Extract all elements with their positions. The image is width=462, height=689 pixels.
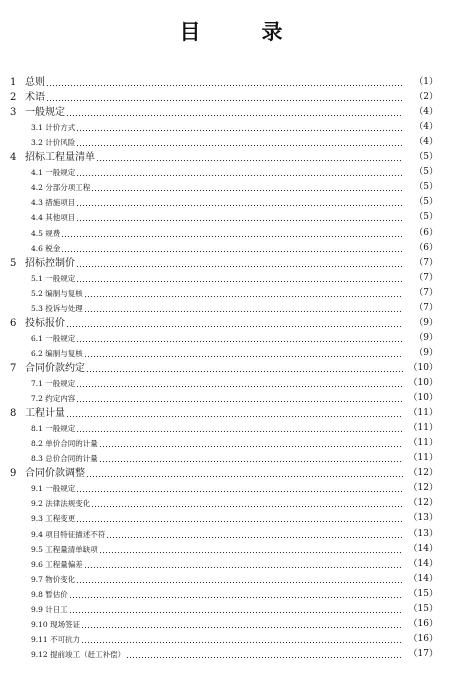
toc-entry-title: 9.1 一般规定 (31, 484, 76, 494)
toc-leader-dots (76, 271, 403, 286)
toc-page-number: （2） (414, 92, 438, 103)
toc-leader-dots (61, 241, 403, 256)
toc-leader-dots (86, 466, 403, 481)
toc-section-row[interactable] (0, 602, 462, 617)
toc-page-number: （7） (414, 287, 438, 298)
toc-page-number: （5） (414, 197, 438, 208)
toc-leader-dots (66, 105, 403, 120)
toc-leader-dots (46, 90, 403, 105)
toc-entry-title: 9.12 提前竣工（赶工补偿） (31, 649, 126, 659)
toc-leader-dots (81, 617, 403, 632)
toc-chapter-row[interactable] (0, 75, 462, 90)
toc-leader-dots (61, 226, 403, 241)
toc-page-number: （4） (414, 122, 438, 133)
toc-entry-title: 术语 (25, 92, 45, 104)
toc-entry (25, 406, 404, 421)
toc-section-row[interactable] (0, 210, 462, 225)
toc-section-row[interactable] (0, 481, 462, 496)
toc-entry-title: 5.3 投诉与处理 (31, 303, 83, 313)
toc-entry-title: 合同价款调整 (25, 468, 85, 480)
toc-section-row[interactable] (0, 542, 462, 557)
toc-section-row[interactable] (0, 421, 462, 436)
toc-entry (31, 165, 404, 180)
toc-entry (25, 90, 404, 105)
toc-entry (25, 150, 404, 165)
toc-section-row[interactable] (0, 436, 462, 451)
toc-section-row[interactable] (0, 632, 462, 647)
toc-section-row[interactable] (0, 587, 462, 602)
toc-entry-title: 7.1 一般规定 (31, 379, 76, 388)
toc-entry (31, 572, 404, 587)
toc-page-number: （10） (408, 362, 438, 373)
toc-section-row[interactable] (0, 617, 462, 632)
toc-chapter-row[interactable] (0, 150, 462, 165)
toc-page-number: （11） (408, 423, 438, 434)
toc-page-number: （13） (408, 513, 438, 524)
toc-section-row[interactable] (0, 165, 462, 180)
toc-leader-dots (126, 647, 403, 662)
toc-leader-dots (76, 256, 403, 271)
toc-section-row[interactable] (0, 572, 462, 587)
toc-entry (31, 135, 404, 150)
toc-entry-title: 9.5 工程量清单缺项 (31, 544, 98, 554)
toc-chapter-number: 6 (10, 317, 17, 329)
page-title: 目 录 (179, 20, 303, 44)
toc-leader-dots (84, 346, 403, 361)
toc-page-number: （15） (408, 588, 438, 599)
toc-entry-title: 4.3 措施项目 (31, 198, 76, 208)
toc-section-row[interactable] (0, 451, 462, 466)
toc-entry-title: 4.6 税金 (31, 243, 61, 253)
toc-chapter-number: 3 (10, 107, 17, 119)
toc-page-number: （9） (414, 347, 438, 358)
toc-leader-dots (84, 286, 403, 301)
toc-entry-title: 4.1 一般规定 (31, 168, 76, 178)
toc-entry (31, 557, 404, 572)
toc-entry-title: 9.10 现场签证 (31, 619, 81, 629)
toc-leader-dots (69, 602, 403, 617)
toc-leader-dots (91, 496, 403, 511)
toc-leader-dots (84, 301, 403, 316)
toc-section-row[interactable] (0, 195, 462, 210)
toc-entry (31, 331, 404, 346)
toc-page-number: （11） (408, 438, 438, 449)
toc-entry (31, 180, 404, 195)
toc-leader-dots (76, 481, 403, 496)
toc-leader-dots (99, 542, 403, 557)
toc-page-number: （6） (414, 227, 438, 238)
toc-page-number: （5） (414, 182, 438, 193)
toc-section-row[interactable] (0, 511, 462, 526)
toc-chapter-row[interactable] (0, 90, 462, 105)
toc-entry-title: 9.4 项目特征描述不符 (31, 529, 106, 539)
toc-section-row[interactable] (0, 557, 462, 572)
toc-page-number: （5） (414, 167, 438, 178)
toc-chapter-number: 9 (10, 468, 17, 480)
toc-chapter-row[interactable] (0, 466, 462, 481)
toc-leader-dots (96, 150, 403, 165)
toc-entry-title: 9.8 暂估价 (31, 589, 68, 599)
toc-entry (25, 361, 404, 376)
toc-entry (31, 421, 404, 436)
toc-leader-dots (91, 180, 403, 195)
toc-entry (31, 647, 404, 662)
toc-entry-title: 9.11 不可抗力 (31, 634, 81, 644)
toc-page-number: （12） (408, 468, 438, 479)
toc-leader-dots (66, 316, 403, 331)
toc-leader-dots (46, 75, 403, 90)
toc-entry (31, 511, 404, 526)
toc-entry (31, 391, 404, 406)
toc-entry (31, 587, 404, 602)
toc-chapter-number: 5 (10, 257, 17, 269)
toc-entry (31, 286, 404, 301)
toc-leader-dots (106, 527, 403, 542)
toc-entry (25, 466, 404, 481)
toc-entry (31, 301, 404, 316)
toc-chapter-row[interactable] (0, 105, 462, 120)
toc-entry-title: 9.7 物价变化 (31, 574, 76, 584)
toc-page-number: （7） (414, 257, 438, 268)
toc-page-number: （13） (408, 528, 438, 539)
toc-chapter-number: 1 (10, 77, 17, 88)
toc-entry-title: 一般规定 (25, 107, 65, 119)
toc-page-number: （14） (408, 558, 438, 569)
toc-entry-title: 9.2 法律法规变化 (31, 499, 91, 509)
toc-page-number: （9） (414, 317, 438, 328)
toc-entry-title: 9.9 计日工 (31, 604, 68, 614)
toc-entry-title: 工程计量 (25, 408, 65, 420)
toc-page-number: （16） (408, 633, 438, 644)
toc-entry-title: 8.3 总价合同的计量 (31, 454, 98, 464)
toc-section-row[interactable] (0, 271, 462, 286)
toc-section-row[interactable] (0, 346, 462, 361)
toc-page-number: （11） (408, 408, 438, 419)
toc-entry-title: 5.1 一般规定 (31, 273, 76, 283)
toc-section-row[interactable] (0, 226, 462, 241)
toc-chapter-number: 8 (10, 408, 17, 420)
toc-entry (25, 105, 404, 120)
toc-leader-dots (84, 557, 403, 572)
toc-entry-title: 4.5 规费 (31, 228, 61, 238)
toc-entry (31, 527, 404, 542)
toc-page-number: （14） (408, 573, 438, 584)
toc-entry (31, 241, 404, 256)
toc-page-number: （14） (408, 543, 438, 554)
toc-entry (31, 542, 404, 557)
toc-section-row[interactable] (0, 241, 462, 256)
toc-leader-dots (86, 361, 403, 376)
toc-entry-title: 3.2 计价风险 (31, 138, 76, 148)
toc-section-row[interactable] (0, 301, 462, 316)
toc-page-number: （17） (408, 648, 438, 659)
toc-entry-title: 8.2 单价合同的计量 (31, 439, 98, 449)
toc-section-row[interactable] (0, 647, 462, 662)
toc-leader-dots (69, 587, 403, 602)
toc-page-number: （16） (408, 618, 438, 629)
toc-chapter-number: 2 (10, 92, 17, 104)
toc-entry (31, 195, 404, 210)
toc-page-number: （12） (408, 498, 438, 509)
toc-entry (31, 481, 404, 496)
toc-entry-title: 3.1 计价方式 (31, 123, 76, 133)
toc-entry (25, 75, 404, 90)
toc-section-row[interactable] (0, 286, 462, 301)
toc-leader-dots (76, 331, 403, 346)
toc-entry-title: 6.2 编制与复核 (31, 348, 83, 358)
toc-entry-title: 合同价款约定 (25, 362, 85, 374)
toc-entry-title: 4.4 其他项目 (31, 213, 76, 223)
toc-entry-title: 总则 (25, 77, 45, 88)
toc-entry (31, 226, 404, 241)
toc-leader-dots (76, 165, 403, 180)
toc-entry (31, 271, 404, 286)
toc-section-row[interactable] (0, 376, 462, 391)
toc-chapter-row[interactable] (0, 256, 462, 271)
toc-entry (31, 346, 404, 361)
toc-page-number: （7） (414, 272, 438, 283)
toc-leader-dots (76, 376, 403, 391)
toc-section-row[interactable] (0, 135, 462, 150)
toc-entry (31, 436, 404, 451)
toc-section-row[interactable] (0, 496, 462, 511)
toc-leader-dots (76, 511, 403, 526)
toc-leader-dots (76, 120, 403, 135)
toc-page-number: （10） (408, 378, 438, 388)
toc-page-number: （1） (414, 77, 438, 87)
toc-leader-dots (99, 436, 403, 451)
toc-section-row[interactable] (0, 527, 462, 542)
toc-page-number: （4） (414, 107, 438, 118)
toc-entry (25, 256, 404, 271)
toc-chapter-number: 4 (10, 152, 17, 164)
toc-page-number: （4） (414, 137, 438, 148)
toc-leader-dots (76, 421, 403, 436)
toc-entry (31, 376, 404, 391)
toc-leader-dots (76, 391, 403, 406)
toc-chapter-number: 7 (10, 362, 17, 374)
toc-chapter-row[interactable] (0, 361, 462, 376)
toc-entry-title: 6.1 一般规定 (31, 333, 76, 343)
toc-entry (25, 316, 404, 331)
toc-page-number: （9） (414, 332, 438, 343)
toc-chapter-row[interactable] (0, 316, 462, 331)
toc-entry (31, 451, 404, 466)
toc-page-number: （10） (408, 393, 438, 404)
toc-page-number: （5） (414, 152, 438, 163)
toc-leader-dots (76, 572, 403, 587)
toc-section-row[interactable] (0, 180, 462, 195)
toc-page-number: （7） (414, 302, 438, 313)
toc-entry-title: 8.1 一般规定 (31, 424, 76, 434)
toc-entry (31, 617, 404, 632)
toc-page-number: （15） (408, 603, 438, 614)
toc-entry-title: 5.2 编制与复核 (31, 288, 83, 298)
toc-entry (31, 632, 404, 647)
toc-page-number: （6） (414, 242, 438, 253)
toc-leader-dots (76, 195, 403, 210)
toc-section-row[interactable] (0, 391, 462, 406)
toc-leader-dots (81, 632, 403, 647)
toc-section-row[interactable] (0, 331, 462, 346)
toc-entry-title: 招标控制价 (25, 257, 75, 269)
toc-leader-dots (66, 406, 403, 421)
toc-entry-title: 投标报价 (25, 317, 65, 329)
toc-entry-title: 9.6 工程量偏差 (31, 559, 83, 569)
toc-entry-title: 9.3 工程变更 (31, 514, 76, 524)
toc-section-row[interactable] (0, 120, 462, 135)
toc-page-number: （5） (414, 212, 438, 223)
toc-entry (31, 120, 404, 135)
toc-entry-title: 4.2 分部分项工程 (31, 183, 91, 193)
toc-page-number: （11） (408, 453, 438, 464)
toc-page-number: （12） (408, 483, 438, 494)
toc-entry-title: 7.2 约定内容 (31, 394, 76, 404)
toc-chapter-row[interactable] (0, 406, 462, 421)
toc-leader-dots (76, 135, 403, 150)
toc-entry (31, 496, 404, 511)
toc-leader-dots (99, 451, 403, 466)
toc-entry (31, 210, 404, 225)
toc-entry (31, 602, 404, 617)
toc-entry-title: 招标工程量清单 (25, 152, 95, 164)
toc-leader-dots (76, 210, 403, 225)
